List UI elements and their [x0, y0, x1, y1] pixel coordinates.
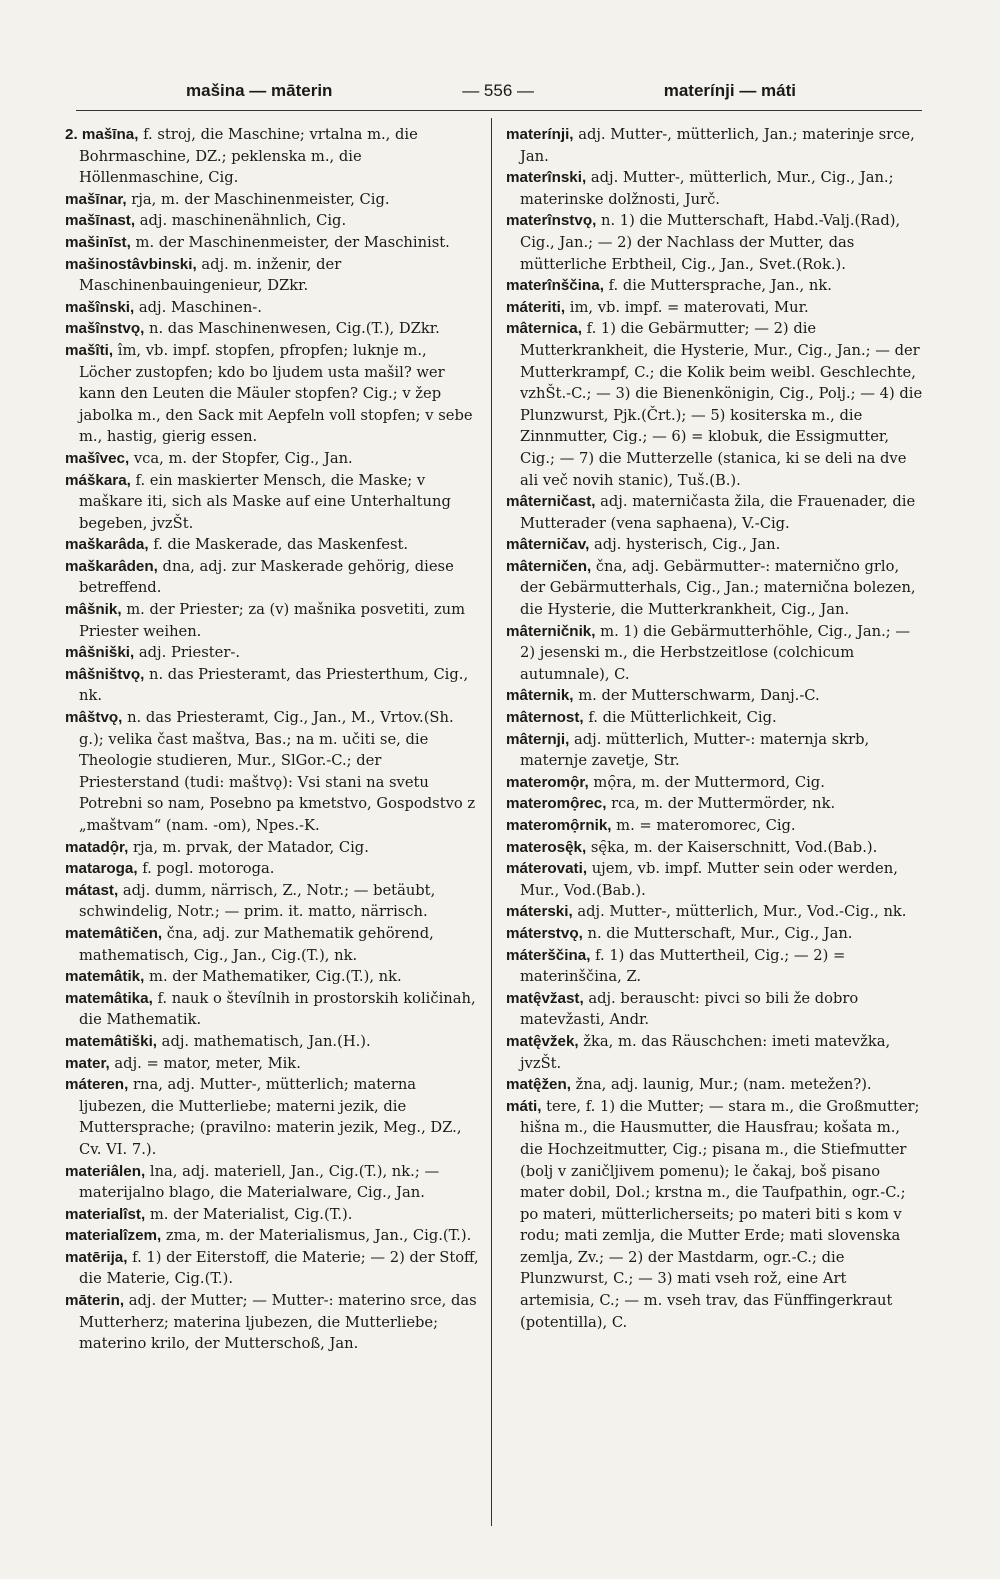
dictionary-entry	[506, 707, 924, 729]
entry-definition: sę̑ka, m. der Kaiserschnitt, Vod.(Bab.).	[586, 838, 878, 856]
entry-definition: n. die Mutterschaft, Mur., Cig., Jan.	[582, 924, 853, 942]
entry-definition: lna, adj. materiell, Jan., Cig.(T.), nk.; — materijalno blago, die Materialware, Cig., Jan.	[79, 1162, 440, 1202]
dictionary-entry	[506, 837, 924, 859]
dictionary-entry	[506, 534, 924, 556]
dictionary-entry	[65, 210, 483, 232]
entry-headword: materînščina,	[506, 277, 604, 295]
dictionary-entry	[506, 923, 924, 945]
entry-definition: tere, f. 1) die Mutter; — stara m., die Großmutter; hišna m., die Hausmutter, die Hausfrau; košata m., die Hochzeitmutter, Cig.; pisana m., die Stiefmutter (bolj v zaničljivem pomenu); le čakaj, boš pisano mater dobil, Dol.; krstna m., die Taufpathin, ogr.-C.; po materi, mütterlicherseits; po materi biti s kom v rodu; mati zemlja, die Mutter Erde; mati slovenska zemlja, Zv.; — 2) der Mastdarm, ogr.-C.; die Plunzwurst, C.; — 3) mati vseh rož, eine Art artemisia, C.; — m. vseh trav, das Fünffingerkraut (potentilla), C.	[520, 1097, 920, 1331]
dictionary-entry	[506, 275, 924, 297]
entry-headword: matemâtiški,	[65, 1032, 158, 1050]
entry-headword: mataroga,	[65, 860, 138, 878]
entry-headword: mâšnik,	[65, 601, 122, 619]
entry-headword: matērija,	[65, 1248, 128, 1266]
dictionary-entry	[506, 1096, 924, 1334]
entry-headword: mašînstvǫ,	[65, 320, 145, 338]
dictionary-entry	[506, 945, 924, 988]
entry-definition: adj. Mutter-, mütterlich, Jan.; materinje srce, Jan.	[520, 126, 915, 165]
entry-headword: mâternica,	[506, 320, 582, 338]
entry-definition: f. nauk o števílnih in prostorskih količinah, die Mathematik.	[79, 989, 476, 1029]
entry-headword: mâterničnik,	[506, 622, 596, 640]
dictionary-entry	[506, 729, 924, 772]
entry-definition: m. der Maschinenmeister, der Maschinist.	[130, 233, 450, 251]
header-right-guideword: materínji — máti	[663, 81, 796, 100]
entry-definition: f. ein maskierter Mensch, die Maske; v maškare iti, sich als Maske auf eine Unterhaltung begeben, jvzŠt.	[79, 471, 451, 532]
dictionary-entry	[506, 988, 924, 1031]
entry-headword: mater,	[65, 1054, 110, 1072]
dictionary-entry	[65, 707, 483, 837]
dictionary-entry	[65, 189, 483, 211]
entry-headword: mašinostâvbinski,	[65, 255, 197, 273]
dictionary-entry	[506, 318, 924, 491]
entry-definition: adj. berauscht: pivci so bili že dobro matevžasti, Andr.	[520, 989, 859, 1029]
entry-definition: f. die Muttersprache, Jan., nk.	[603, 277, 832, 295]
entry-definition: rna, adj. Mutter-, mütterlich; materna ljubezen, die Mutterliebe; materni jezik, die Muttersprache; (pravilno: materin jezik, Meg., DZ., Cv. VI. 7.).	[79, 1076, 462, 1158]
dictionary-entry	[65, 923, 483, 966]
entry-definition: m. 1) die Gebärmutterhöhle, Cig., Jan.; — 2) jesenski m., die Herbstzeitlose (colchicum autumnale), C.	[520, 622, 911, 683]
entry-definition: adj. mathematisch, Jan.(H.).	[157, 1032, 371, 1050]
entry-definition: adj. dumm, närrisch, Z., Notr.; — betäubt, schwindelig, Notr.; — prim. it. matto, närrisch.	[79, 881, 436, 921]
entry-headword: mátast,	[65, 881, 119, 899]
dictionary-entry	[65, 297, 483, 319]
entry-headword: máterstvǫ,	[506, 924, 583, 942]
running-header	[186, 76, 796, 106]
entry-headword: mâternji,	[506, 730, 570, 748]
entry-definition: žka, m. das Räuschchen: imeti matevžka, jvzŠt.	[520, 1032, 891, 1072]
entry-headword: māterin,	[65, 1292, 125, 1310]
entry-definition: f. 1) der Eiterstoff, die Materie; — 2) der Stoff, die Materie, Cig.(T.).	[79, 1248, 479, 1288]
entry-headword: mâšniški,	[65, 644, 135, 662]
dictionary-entry	[65, 880, 483, 923]
dictionary-entry	[65, 1161, 483, 1204]
dictionary-entry	[65, 1247, 483, 1290]
entry-headword: materialîst,	[65, 1205, 146, 1223]
entry-definition: m. = materomorec, Cig.	[611, 817, 796, 834]
dictionary-entry	[65, 556, 483, 599]
entry-headword: mašînski,	[65, 298, 135, 316]
dictionary-entry	[65, 1290, 483, 1355]
entry-definition: n. das Maschinenwesen, Cig.(T.), DZkr.	[144, 320, 440, 338]
entry-headword: máti,	[506, 1097, 542, 1115]
dictionary-entry	[506, 1031, 924, 1074]
dictionary-entry	[506, 621, 924, 686]
entry-definition: ujem, vb. impf. Mutter sein oder werden, Mur., Vod.(Bab.).	[520, 860, 898, 899]
entry-definition: f. 1) die Gebärmutter; — 2) die Mutterkrankheit, die Hysterie, Mur., Cig., Jan.; — der Mutterkrampf, C.; die Kolik beim weibl. Geschlechte, vzhŠt.-C.; — 3) die Bienenkönigin, Cig., Polj.; — 4) die Plunzwurst, Pjk.(Črt.); — 5) kositerska m., die Zinnmutter, Cig.; — 6) = klobuk, die Essigmutter, Cig.; — 7) die Mutterzelle (stanica, ki se deli na dve ali več novih stanic), Tuš.(B.).	[520, 320, 923, 489]
entry-headword: mašīnast,	[65, 212, 136, 230]
dictionary-entry	[506, 167, 924, 210]
entry-headword: materînstvǫ,	[506, 212, 597, 230]
entry-headword: matę̑vžast,	[506, 989, 584, 1007]
entry-headword: materînski,	[506, 169, 587, 187]
dictionary-entry	[506, 793, 924, 815]
entry-headword: materomọ̑r,	[506, 773, 589, 791]
dictionary-entry	[65, 340, 483, 448]
entry-headword: máteren,	[65, 1076, 129, 1094]
dictionary-entry	[506, 901, 924, 923]
dictionary-entry	[65, 254, 483, 297]
entry-definition: čna, adj. Gebärmutter-: maternično grlo, der Gebärmutterhals, Cig., Jan.; maternična bolezen, die Hysterie, die Mutterkrankheit, Cig., Jan.	[520, 557, 916, 619]
dictionary-entry	[65, 664, 483, 707]
entry-definition: adj. Mutter-, mütterlich, Mur., Cig., Jan.; materinske dolžnosti, Jurč.	[520, 169, 894, 208]
entry-headword: materínji,	[506, 126, 574, 143]
entry-headword: 2. mašīna,	[65, 126, 139, 143]
entry-definition: dna, adj. zur Maskerade gehörig, diese betreffend.	[79, 557, 454, 597]
entry-headword: mašîvec,	[65, 449, 130, 467]
entry-headword: mâterničen,	[506, 557, 592, 575]
dictionary-entry	[65, 1031, 483, 1053]
entry-definition: m. der Materialist, Cig.(T.).	[145, 1205, 353, 1223]
dictionary-entry	[506, 858, 924, 901]
entry-definition: rca, m. der Muttermörder, nk.	[606, 795, 836, 813]
entry-headword: máteriti,	[506, 298, 566, 316]
header-rule	[76, 110, 922, 111]
right-column	[506, 124, 924, 1333]
entry-definition: rja, m. prvak, der Matador, Cig.	[128, 838, 369, 856]
entry-definition: f. stroj, die Maschine; vrtalna m., die Bohrmaschine, DZ.; peklenska m., die Höllenmaschine, Cig.	[79, 126, 418, 187]
entry-definition: n. das Priesteramt, Cig., Jan., M., Vrtov.(Sh. g.); velika čast maštva, Bas.; na m. učiti se, die Theologie studieren, Mur., SlGor.-C.; der Priesterstand (tudi: maštvǫ): Vsi stani na svetu Potrebni so nam, Posebno pa kmetstvo, Gospodstvo z „maštvam“ (nam. -om), Npes.-K.	[79, 709, 476, 834]
entry-definition: adj. maschinenähnlich, Cig.	[135, 212, 347, 230]
entry-definition: f. pogl. motoroga.	[137, 860, 275, 878]
entry-headword: materosę̑k,	[506, 838, 587, 856]
entry-headword: matadọ̑r,	[65, 838, 129, 856]
left-column	[65, 124, 483, 1355]
dictionary-entry	[506, 685, 924, 707]
page-number: — 556 —	[462, 81, 534, 100]
entry-definition: žna, adj. launig, Mur.; (nam. metežen?).	[571, 1076, 872, 1094]
entry-definition: m. der Mutterschwarm, Danj.-C.	[573, 687, 820, 705]
entry-headword: máterski,	[506, 903, 573, 921]
entry-headword: mâterničav,	[506, 536, 590, 554]
entry-headword: matę̑žen,	[506, 1076, 571, 1094]
dictionary-entry	[65, 534, 483, 556]
column-divider	[491, 118, 492, 1526]
entry-definition: adj. = mator, meter, Mik.	[109, 1054, 301, 1072]
entry-headword: matemâtičen,	[65, 924, 163, 942]
entry-definition: vca, m. der Stopfer, Cig., Jan.	[129, 449, 353, 467]
entry-definition: adj. mütterlich, Mutter-: maternja skrb, maternje zavetje, Str.	[520, 730, 870, 770]
entry-definition: mọ̑ra, m. der Muttermord, Cig.	[588, 773, 825, 791]
entry-headword: mâternost,	[506, 709, 584, 727]
entry-headword: mâternik,	[506, 687, 574, 705]
dictionary-entry	[506, 815, 924, 837]
entry-definition: adj. m. inženir, der Maschinenbauingenieur, DZkr.	[79, 255, 342, 295]
entry-definition: n. das Priesteramt, das Priesterthum, Cig., nk.	[79, 665, 469, 705]
entry-headword: maškarâda,	[65, 536, 149, 554]
dictionary-entry	[65, 1204, 483, 1226]
entry-headword: mâšništvǫ,	[65, 665, 145, 683]
dictionary-entry	[65, 1053, 483, 1075]
dictionary-entry	[65, 1225, 483, 1247]
dictionary-entry	[506, 772, 924, 794]
entry-headword: matemâtik,	[65, 968, 145, 986]
entry-headword: mašinīst,	[65, 233, 131, 251]
entry-definition: rja, m. der Maschinenmeister, Cig.	[126, 190, 390, 208]
entry-definition: f. die Mütterlichkeit, Cig.	[583, 709, 777, 727]
entry-definition: adj. hysterisch, Cig., Jan.	[589, 536, 781, 554]
entry-headword: materialîzem,	[65, 1227, 162, 1245]
entry-headword: mašīnar,	[65, 190, 127, 208]
entry-definition: f. 1) das Muttertheil, Cig.; — 2) = materinščina, Z.	[520, 946, 846, 986]
entry-headword: materomọ̑rec,	[506, 795, 607, 813]
dictionary-entry	[506, 124, 924, 167]
dictionary-entry	[506, 491, 924, 534]
entry-definition: m. der Mathematiker, Cig.(T.), nk.	[144, 968, 402, 986]
entry-definition: adj. der Mutter; — Mutter-: materino srce, das Mutterherz; materina ljubezen, die Mutterliebe; materino krilo, der Mutterschoß, Jan.	[79, 1292, 477, 1353]
entry-definition: adj. Maschinen-.	[134, 298, 262, 316]
entry-definition: zma, m. der Materialismus, Jan., Cig.(T.).	[161, 1227, 472, 1245]
entry-headword: matemâtika,	[65, 989, 153, 1007]
entry-definition: im, vb. impf. = materovati, Mur.	[565, 298, 809, 316]
dictionary-entry	[65, 1074, 483, 1160]
entry-definition: adj. materničasta žila, die Frauenader, die Mutterader (vena saphaena), V.-Cig.	[520, 493, 916, 532]
dictionary-entry	[65, 470, 483, 535]
entry-headword: matę̑vžek,	[506, 1032, 579, 1050]
dictionary-entry	[506, 556, 924, 621]
dictionary-entry	[65, 858, 483, 880]
dictionary-entry	[65, 448, 483, 470]
dictionary-entry	[65, 232, 483, 254]
entry-headword: maškarâden,	[65, 557, 158, 575]
entry-headword: máškara,	[65, 471, 131, 489]
entry-headword: mašîti,	[65, 341, 114, 359]
entry-definition: îm, vb. impf. stopfen, pfropfen; luknje m., Löcher zustopfen; kdo bo ljudem usta mašil? wer kann den Leuten die Mäuler stopfen? Cig.; v žep jabolka m., den Sack mit Aepfeln voll stopfen; v sebe m., hastig, gierig essen.	[79, 341, 473, 446]
dictionary-entry	[65, 837, 483, 859]
entry-headword: materomọ̑rnik,	[506, 817, 612, 834]
entry-definition: adj. Mutter-, mütterlich, Mur., Vod.-Cig., nk.	[572, 903, 907, 921]
entry-headword: mâterničast,	[506, 493, 596, 511]
entry-definition: čna, adj. zur Mathematik gehörend, mathematisch, Cig., Jan., Cig.(T.), nk.	[79, 924, 434, 964]
entry-definition: m. der Priester; za (v) mašnika posvetiti, zum Priester weihen.	[79, 601, 466, 640]
dictionary-entry	[506, 210, 924, 275]
dictionary-entry	[65, 966, 483, 988]
dictionary-entry	[65, 318, 483, 340]
dictionary-entry	[65, 988, 483, 1031]
entry-headword: máterovati,	[506, 860, 588, 878]
dictionary-entry	[65, 124, 483, 189]
entry-headword: mâštvǫ,	[65, 709, 123, 727]
dictionary-entry	[65, 642, 483, 664]
entry-definition: f. die Maskerade, das Maskenfest.	[148, 536, 409, 554]
dictionary-entry	[506, 1074, 924, 1096]
dictionary-entry	[506, 297, 924, 319]
header-left-guideword: mašina — māterin	[186, 81, 333, 100]
entry-definition: adj. Priester-.	[134, 644, 241, 662]
dictionary-entry	[65, 599, 483, 642]
entry-headword: máterščina,	[506, 946, 591, 964]
entry-definition: n. 1) die Mutterschaft, Habd.-Valj.(Rad), Cig., Jan.; — 2) der Nachlass der Mutter, das mütterliche Erbtheil, Cig., Jan., Svet.(Rok.).	[520, 212, 901, 273]
entry-headword: materiâlen,	[65, 1162, 146, 1180]
